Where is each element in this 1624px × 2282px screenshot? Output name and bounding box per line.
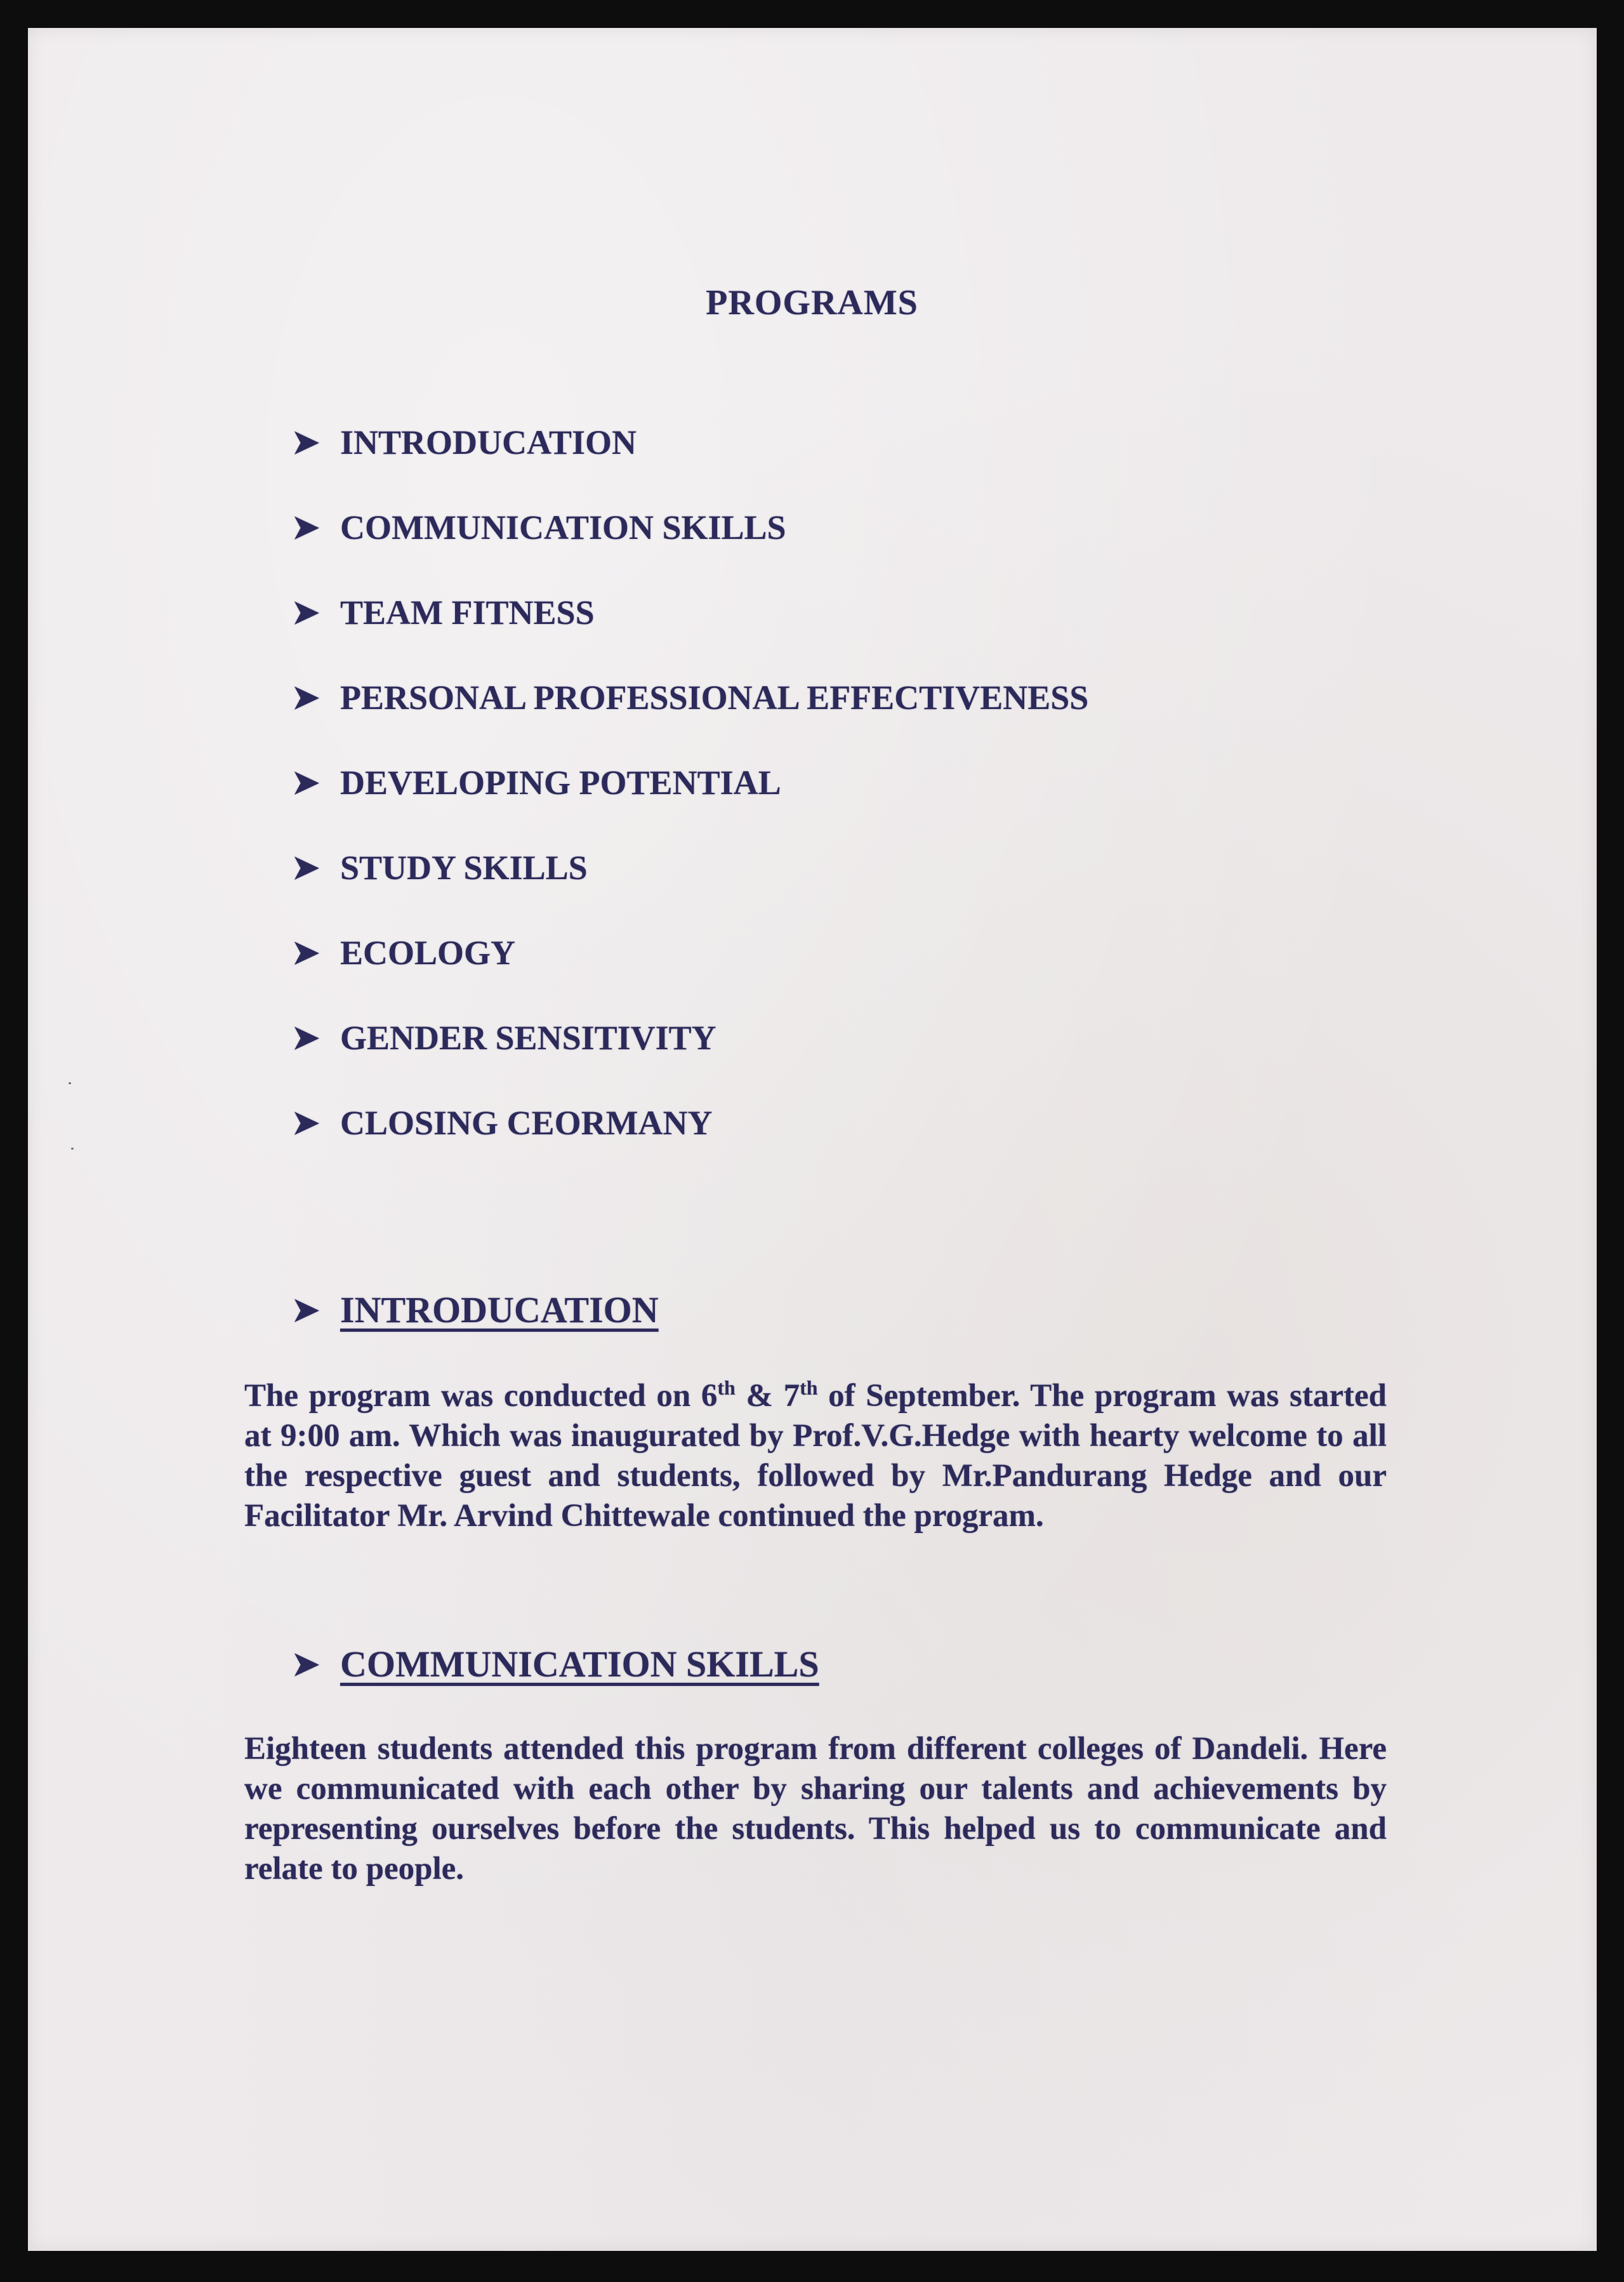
list-item <box>292 910 1088 995</box>
arrowhead-bullet-icon: ➤ <box>292 765 320 801</box>
superscript-ordinal: th <box>800 1376 818 1399</box>
section-heading-communication-skills <box>292 1643 819 1685</box>
section-heading-label: COMMUNICATION SKILLS <box>340 1643 819 1685</box>
list-item <box>292 655 1088 740</box>
arrowhead-bullet-icon: ➤ <box>292 1646 320 1683</box>
program-label: INTRODUCATION <box>340 423 637 461</box>
arrowhead-bullet-icon: ➤ <box>292 425 320 461</box>
list-item <box>292 995 1088 1080</box>
program-label: STUDY SKILLS <box>340 849 588 887</box>
paper-speck <box>69 1082 71 1084</box>
list-item <box>292 570 1088 655</box>
arrowhead-bullet-icon: ➤ <box>292 1105 320 1141</box>
arrowhead-bullet-icon: ➤ <box>292 935 320 971</box>
arrowhead-bullet-icon: ➤ <box>292 595 320 631</box>
arrowhead-bullet-icon: ➤ <box>292 850 320 886</box>
introduction-paragraph <box>244 1376 1387 1536</box>
program-label: COMMUNICATION SKILLS <box>340 508 786 547</box>
program-label: CLOSING CEORMANY <box>340 1104 713 1142</box>
program-label: PERSONAL PROFESSIONAL EFFECTIVENESS <box>340 679 1089 717</box>
list-item <box>292 825 1088 910</box>
section-heading-label: INTRODUCATION <box>340 1289 659 1330</box>
communication-skills-paragraph: Eighteen students attended this program from different colleges of Dandeli. Here we communicated with each other by sharing our talents and achievements by representing ourselves before the students. This helped us to communicate and relate to people. <box>244 1731 1387 1887</box>
programs-list <box>292 400 1088 1165</box>
program-label: ECOLOGY <box>340 934 516 972</box>
program-label: TEAM FITNESS <box>340 594 595 632</box>
section-heading-introduction <box>292 1289 659 1331</box>
arrowhead-bullet-icon: ➤ <box>292 1292 320 1329</box>
arrowhead-bullet-icon: ➤ <box>292 510 320 546</box>
program-label: DEVELOPING POTENTIAL <box>340 764 781 802</box>
superscript-ordinal: th <box>717 1376 736 1399</box>
arrowhead-bullet-icon: ➤ <box>292 680 320 716</box>
list-item <box>292 740 1088 825</box>
page-title: PROGRAMS <box>706 283 918 322</box>
paragraph-text: of September. The program was started at 9:00 am. Which was inaugurated by Prof.V.G.Hedge with hearty welcome to all the respective guest and students, followed by Mr.Pandurang Hedge and our Facilitator Mr. Arvind Chittewale continued the program. <box>244 1378 1387 1534</box>
paper-speck <box>71 1148 74 1150</box>
program-label: GENDER SENSITIVITY <box>340 1019 716 1057</box>
arrowhead-bullet-icon: ➤ <box>292 1020 320 1056</box>
paragraph-text: The program was conducted on 6 <box>244 1378 718 1414</box>
list-item <box>292 1080 1088 1165</box>
list-item <box>292 485 1088 570</box>
paragraph-text: & 7 <box>735 1378 800 1414</box>
list-item <box>292 400 1088 485</box>
